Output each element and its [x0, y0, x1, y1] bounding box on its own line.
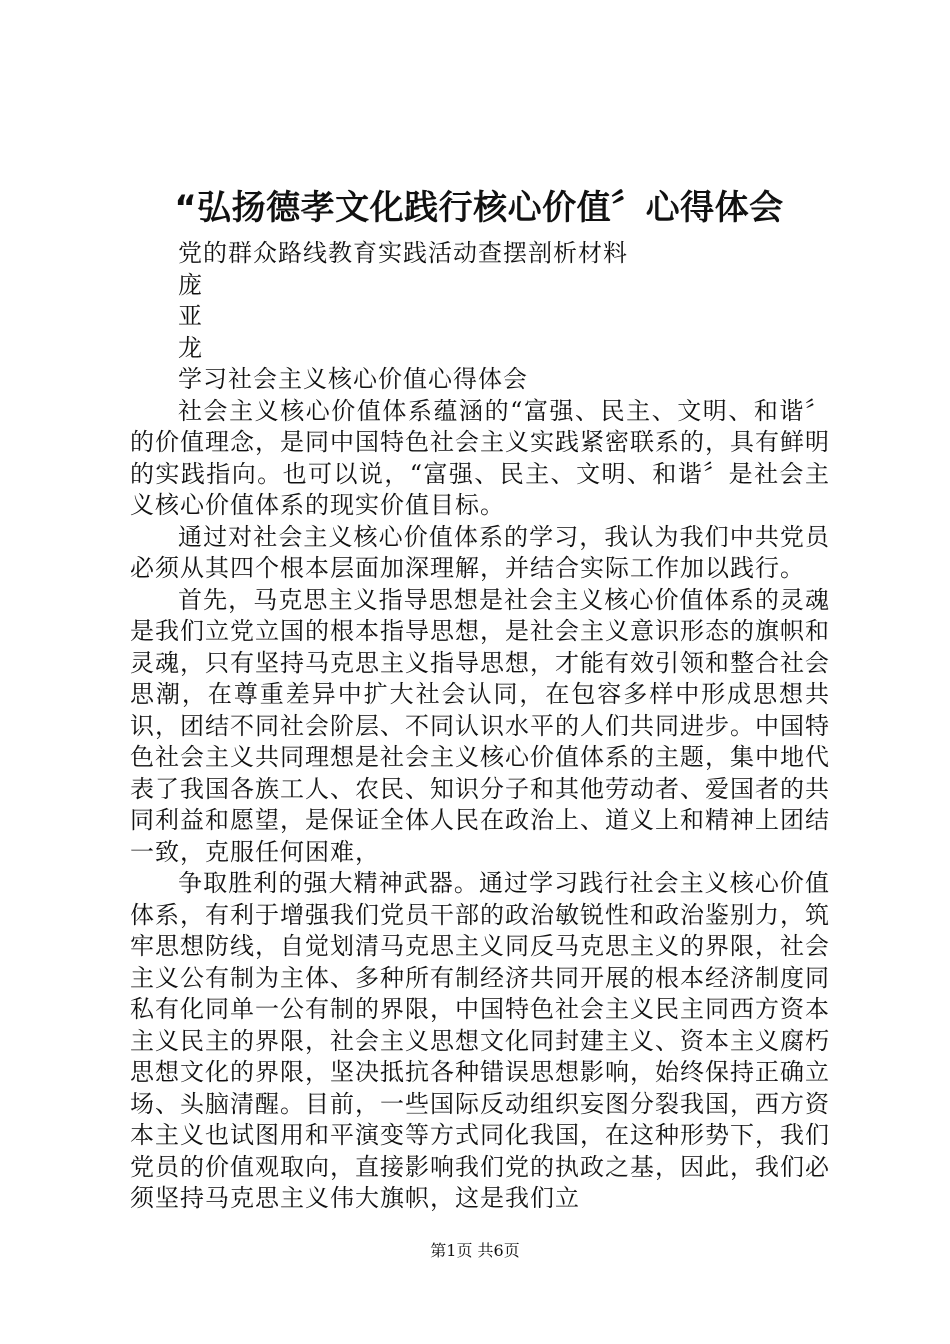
page-footer: 第1页 共6页: [430, 1241, 520, 1260]
section-heading: 学习社会主义核心价值心得体会: [178, 365, 528, 393]
body-paragraph: 通过对社会主义核心价值体系的学习，我认为我们中共党员必须从其四个根本层面加深理解，并结合实际工作加以践行。: [130, 522, 830, 582]
body-paragraph: 首先，马克思主义指导思想是社会主义核心价值体系的灵魂是我们立党立国的根本指导思想，是社会主义意识形态的旗帜和灵魂，只有坚持马克思主义指导思想，才能有效引领和整合社会思潮，在尊重差异中扩大社会认同，在包容多样中形成思想共识，团结不同社会阶层、不同认识水平的人们共同进步。中国特色社会主义共同理想是社会主义核心价值体系的主题，集中地代表了我国各族工人、农民、知识分子和其他劳动者、爱国者的共同利益和愿望，是保证全体人民在政治上、道义上和精神上团结一致，克服任何困难，: [130, 585, 830, 866]
author-name-char-3: 龙: [178, 333, 203, 362]
document-title: “弘扬德孝文化践行核心价值〞心得体会: [174, 188, 784, 228]
author-name-char-2: 亚: [178, 302, 203, 330]
body-paragraph: 社会主义核心价值体系蕴涵的“富强、民主、文明、和谐〞的价值理念，是同中国特色社会主义实践紧密联系的，具有鲜明的实践指向。也可以说，“富强、民主、文明、和谐〞是社会主义核心价值体系的现实价值目标。: [130, 396, 830, 519]
document-body: [130, 238, 830, 1215]
subtitle-line: 党的群众路线教育实践活动查摆剖析材料: [178, 239, 628, 267]
author-name-char-1: 庞: [178, 270, 203, 299]
body-paragraph: 争取胜利的强大精神武器。通过学习践行社会主义核心价值体系，有利于增强我们党员干部的政治敏锐性和政治鉴别力，筑牢思想防线，自觉划清马克思主义同反马克思主义的界限，社会主义公有制为主体、多种所有制经济共同开展的根本经济制度同私有化同单一公有制的界限，中国特色社会主义民主同西方资本主义民主的界限，社会主义思想文化同封建主义、资本主义腐朽思想文化的界限，坚决抵抗各种错误思想影响，始终保持正确立场、头脑清醒。目前，一些国际反动组织妄图分裂我国，西方资本主义也试图用和平演变等方式同化我国，在这种形势下，我们党员的价值观取向，直接影响我们党的执政之基，因此，我们必须坚持马克思主义伟大旗帜，这是我们立: [130, 869, 830, 1212]
